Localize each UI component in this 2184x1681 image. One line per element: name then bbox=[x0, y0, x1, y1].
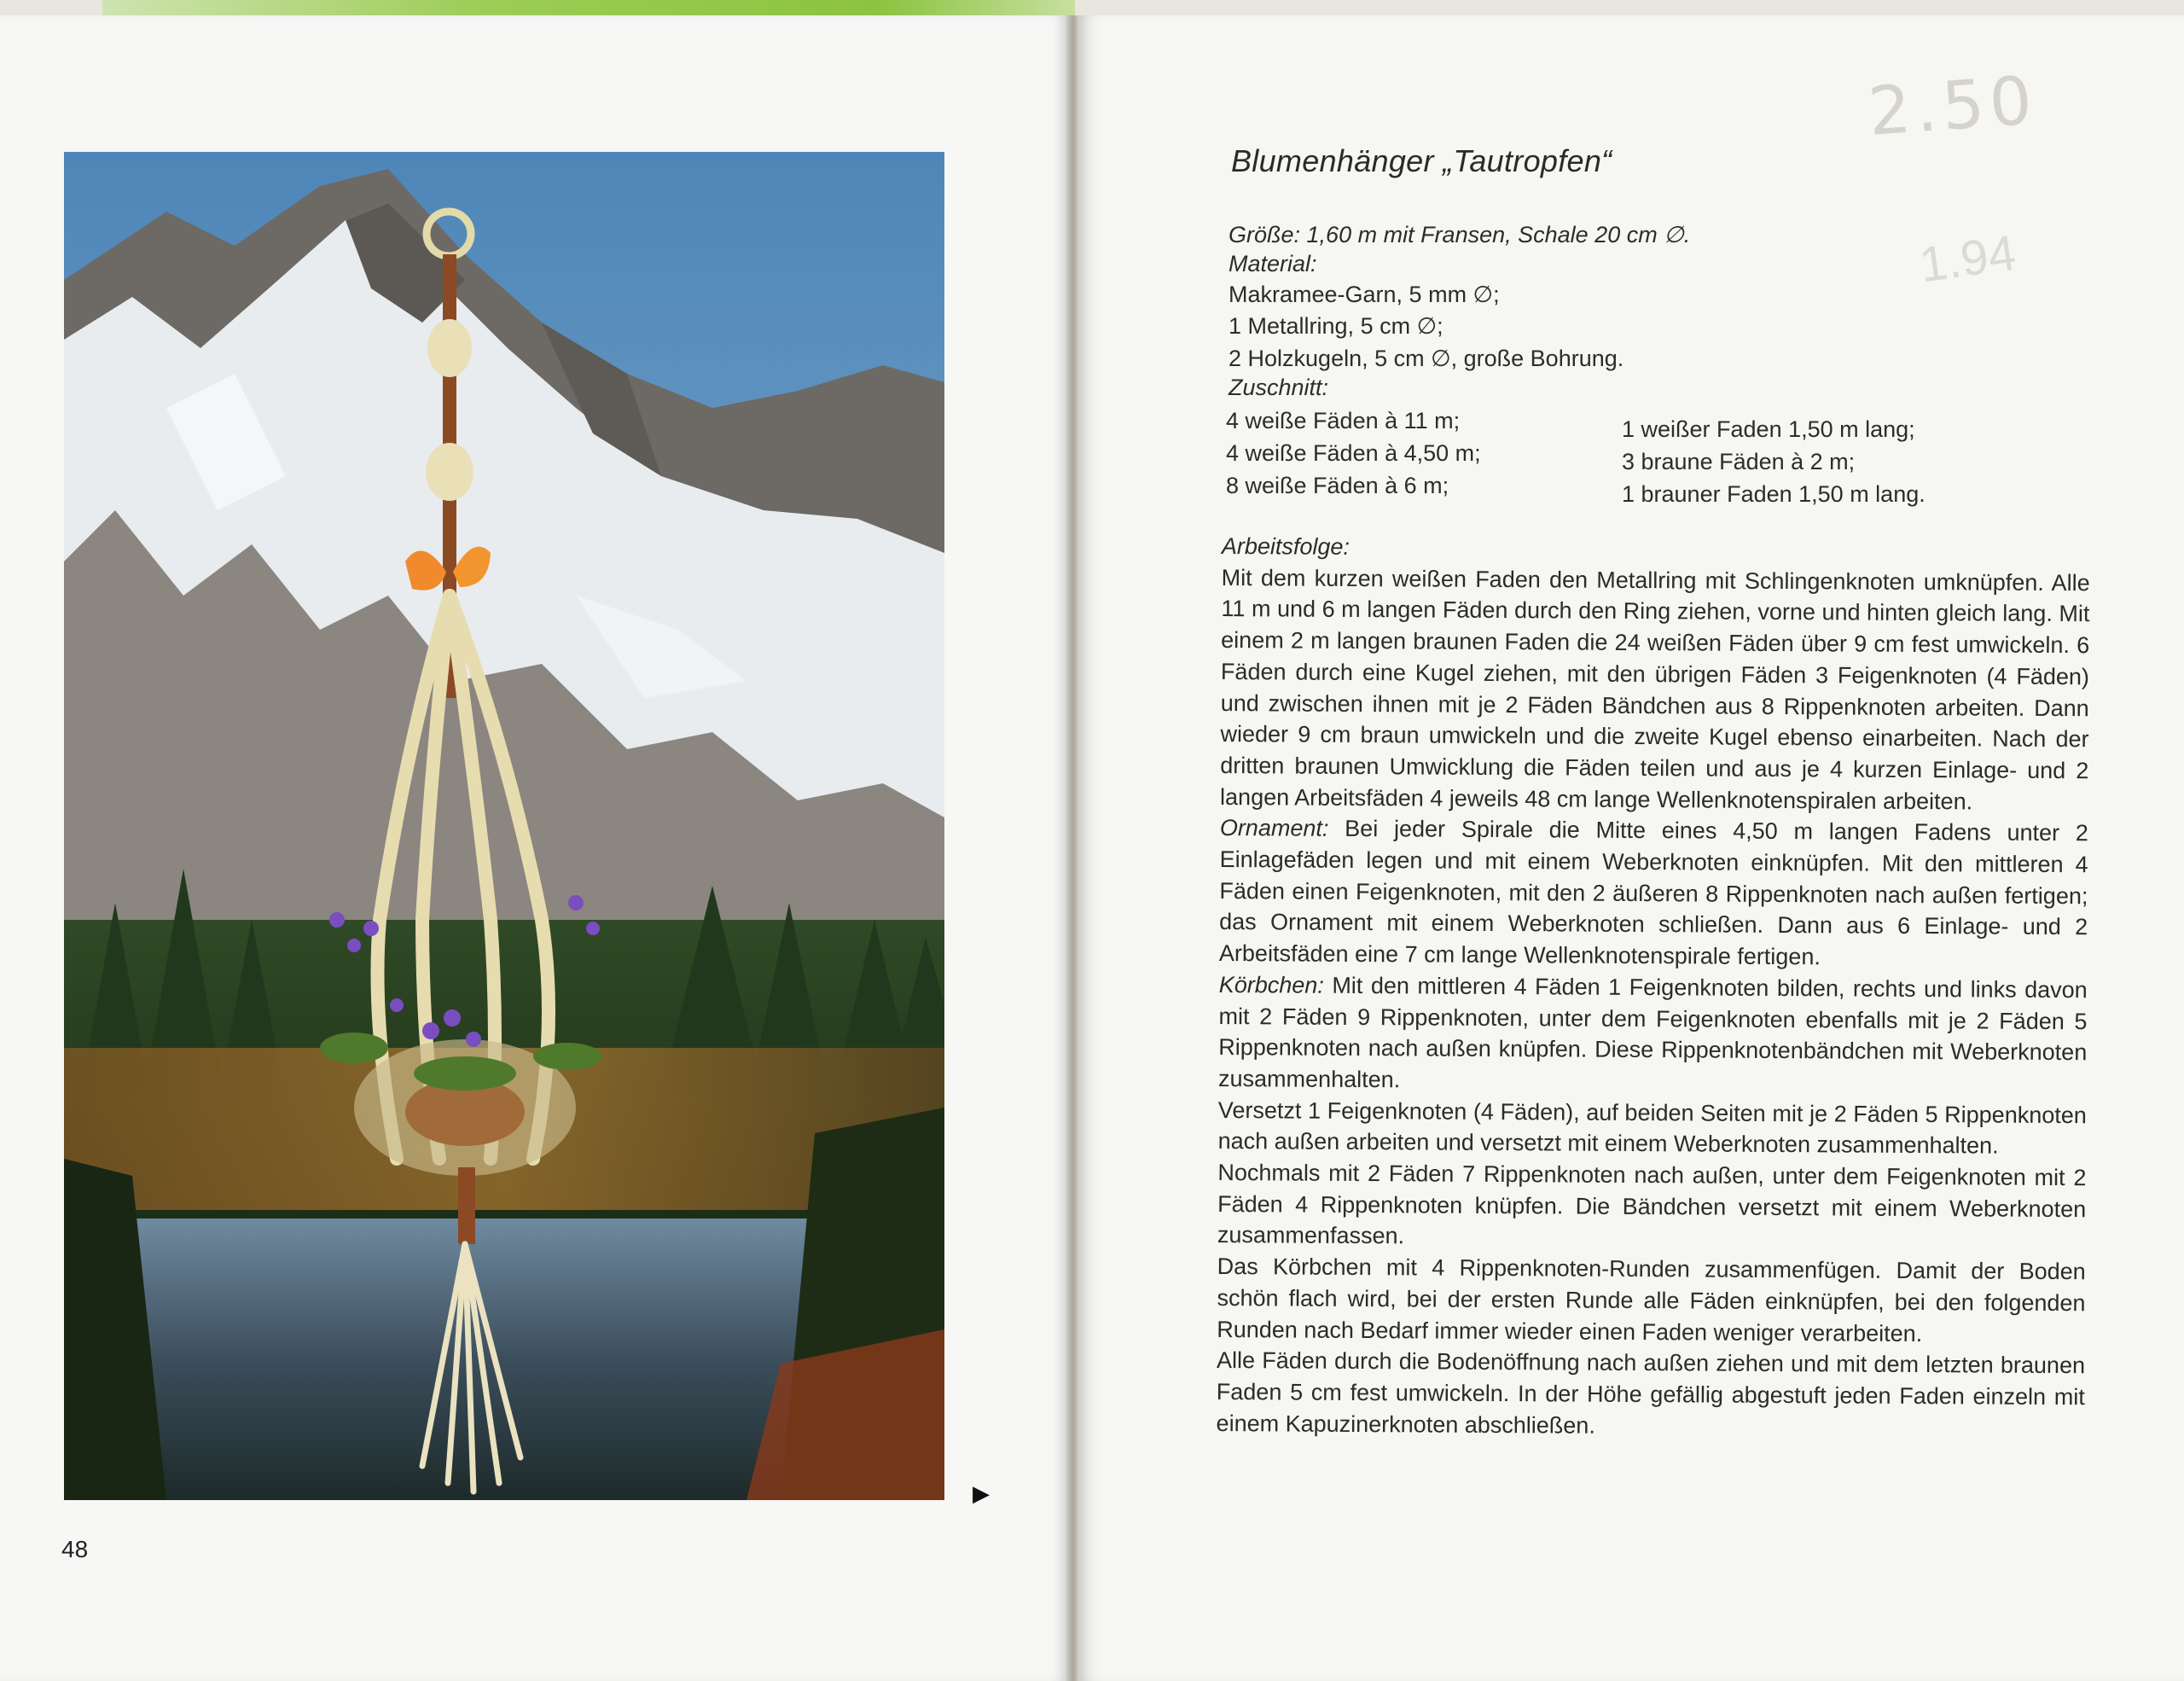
boden-paragraph: Das Körbchen mit 4 Rippenknoten-Runden zusammenfügen. Damit der Boden schön flach wird, bei der ersten Runde alle Fäden einknüpfen, bei den folgenden Runden nach Bedarf immer wieder einen Faden weniger verarbeiten. bbox=[1217, 1253, 2086, 1347]
cut-item: 4 weiße Fäden à 11 m; bbox=[1226, 408, 1461, 433]
cut-item: 1 brauner Faden 1,50 m lang. bbox=[1622, 481, 1926, 507]
book-gutter bbox=[1066, 15, 1080, 1681]
nochmals-paragraph: Nochmals mit 2 Fäden 7 Rippenknoten nach außen, unter dem Feigenknoten mit 2 Fäden 4 Rippenknoten knüpfen. Die Bändchen versetzt mit einem Weberknoten zusammenfassen. bbox=[1217, 1160, 2087, 1249]
cut-item: 3 braune Fäden à 2 m; bbox=[1622, 449, 1856, 474]
ornament-text: Bei jeder Spirale die Mitte eines 4,50 m langen Fadens unter 2 Einlagefäden legen und mit einem Weberknoten einknüpfen. Mit den mittleren 4 Fäden einen Feigenknoten, mit den 2 äußeren 8 Rippenknoten nach außen fertigen; das Ornament mit einem Weberknoten schließen. Dann aus 6 Einlage- und 2 Arbeitsfäden eine 7 cm lange Wellenknotenspirale fertigen. bbox=[1218, 816, 2088, 970]
ornament-paragraph bbox=[1219, 812, 2088, 974]
cut-item: 1 weißer Faden 1,50 m lang; bbox=[1622, 416, 1915, 442]
page-number: 48 bbox=[61, 1536, 89, 1562]
cut-list-left bbox=[1226, 404, 1481, 502]
material-label: Material: bbox=[1228, 251, 1317, 276]
koerbchen-paragraph bbox=[1218, 969, 2088, 1100]
koerbchen-text: Mit den mittleren 4 Fäden 1 Feigenknoten bilden, rechts und links davon mit 2 Fäden 9 Rippenknoten, unter dem Feigenknoten ebenfalls mit je 2 Fäden 5 Rippenknoten nach außen knüpfen. Diese Rippenknotenbändchen mit Weberknoten zusammenhalten. bbox=[1217, 972, 2088, 1093]
material-item: 2 Holzkugeln, 5 cm ∅, große Bohrung. bbox=[1228, 346, 1624, 371]
cut-label: Zuschnitt: bbox=[1228, 375, 1329, 400]
recipe-title: Blumenhänger „Tautropfen“ bbox=[1231, 143, 1612, 178]
macrame-photo bbox=[64, 152, 944, 1500]
steps-paragraph: Mit dem kurzen weißen Faden den Metallring mit Schlingenknoten umknüpfen. Alle 11 m und 6 m langen Fäden durch den Ring ziehen, vorne und hinten gleich lang. Mit einem 2 m langen braunen Faden die 24 weißen Fäden über 9 cm fest umwickeln. 6 Fäden durch eine Kugel ziehen, mit den übrigen Fäden 3 Feigenknoten (4 Fäden) und zwischen ihnen mit je 2 Fäden Bändchen aus 8 Rippenknoten arbeiten. Dann wieder 9 cm braun umwickeln und die zweite Kugel ebenso einarbeiten. Nach der dritten braunen Umwicklung die Fäden teilen und aus je 4 kurzen Einlage- und 2 langen Arbeitsfäden 4 jeweils 48 cm lange Wellenknotenspiralen arbeiten. bbox=[1220, 564, 2090, 815]
ornament-label: Ornament: bbox=[1219, 815, 1329, 842]
material-item: Makramee-Garn, 5 mm ∅; bbox=[1228, 282, 1500, 307]
handwritten-price: 2.50 bbox=[1866, 62, 2040, 151]
cut-item: 4 weiße Fäden à 4,50 m; bbox=[1226, 440, 1481, 466]
steps-label: Arbeitsfolge: bbox=[1221, 532, 1350, 560]
versetzt-paragraph: Versetzt 1 Feigenknoten (4 Fäden), auf beiden Seiten mit je 2 Fäden 5 Rippenknoten nach außen arbeiten und versetzt mit einem Weberknoten zusammenhalten. bbox=[1217, 1096, 2087, 1159]
next-arrow-icon: ▶ bbox=[973, 1480, 990, 1506]
size-value: 1,60 m mit Fransen, Schale 20 cm ∅. bbox=[1300, 222, 1691, 247]
size-label: Größe: bbox=[1228, 222, 1301, 247]
mountain-lake-illustration bbox=[64, 152, 944, 1500]
instructions bbox=[1216, 531, 2089, 1445]
material-item: 1 Metallring, 5 cm ∅; bbox=[1228, 313, 1443, 339]
finish-paragraph: Alle Fäden durch die Bodenöffnung nach außen ziehen und mit dem letzten braunen Faden 5 cm fest umwickeln. In der Höhe gefällig abgestuft jeden Faden einzeln mit einem Kapuzinerknoten abschließen. bbox=[1216, 1347, 2086, 1439]
cut-list-right bbox=[1622, 413, 1926, 510]
koerbchen-label: Körbchen: bbox=[1218, 971, 1324, 998]
handwritten-note: 1.94 bbox=[1916, 224, 2019, 294]
size-line bbox=[1228, 219, 2116, 250]
cut-item: 8 weiße Fäden à 6 m; bbox=[1226, 473, 1449, 498]
